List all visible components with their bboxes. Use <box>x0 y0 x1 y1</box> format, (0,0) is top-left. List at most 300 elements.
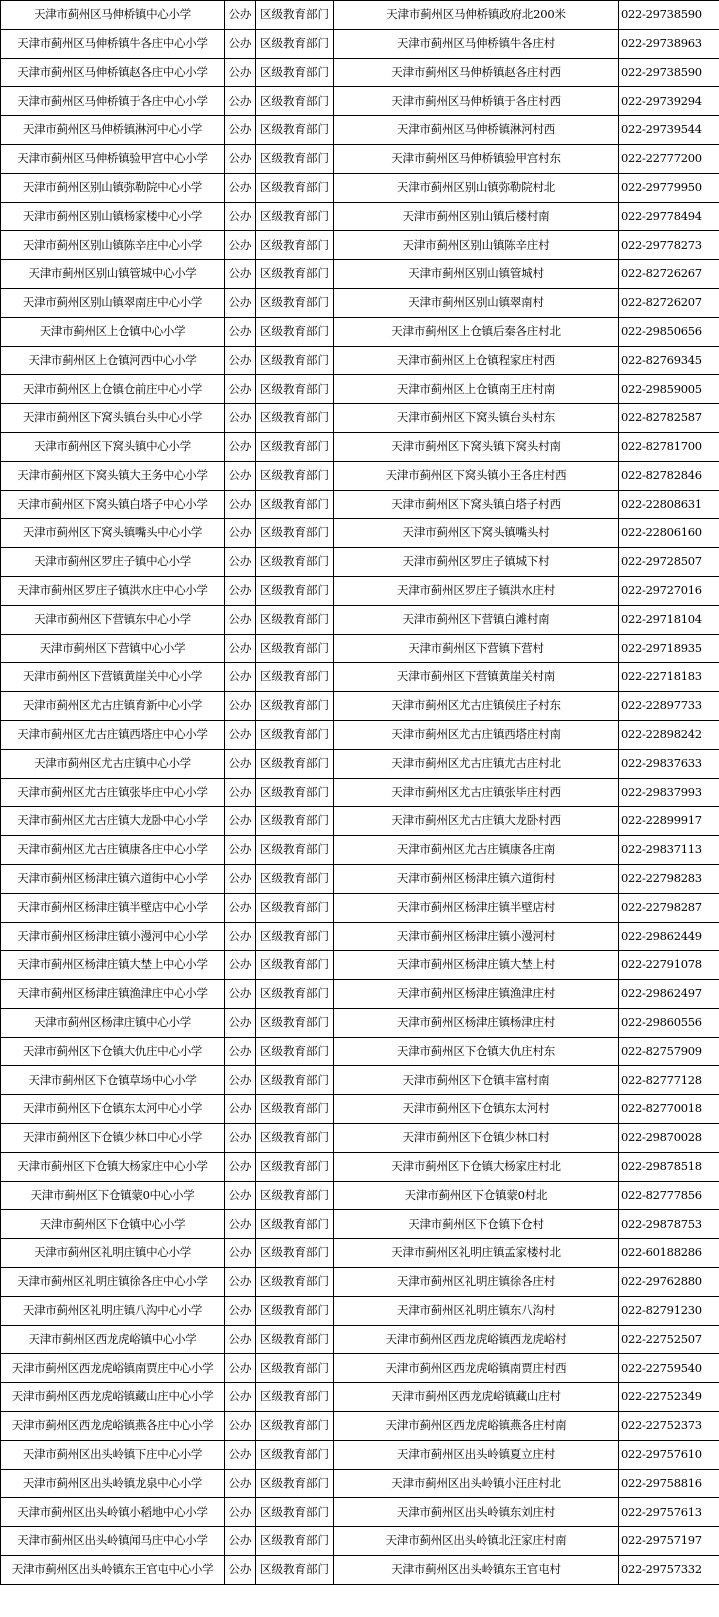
school-type-cell: 公办 <box>225 375 256 404</box>
phone-cell: 022-29718935 <box>619 634 719 663</box>
school-type-cell: 公办 <box>225 749 256 778</box>
department-cell: 区级教育部门 <box>256 634 334 663</box>
table-row <box>1 461 719 490</box>
phone-cell: 022-29727016 <box>619 576 719 605</box>
school-name-cell: 天津市蓟州区别山镇弥勒院中心小学 <box>1 173 225 202</box>
address-cell: 天津市蓟州区下仓镇下仓村 <box>334 1210 619 1239</box>
school-name-cell: 天津市蓟州区礼明庄镇八沟中心小学 <box>1 1296 225 1325</box>
address-cell: 天津市蓟州区出头岭镇北汪家庄村南 <box>334 1527 619 1556</box>
table-row <box>1 1469 719 1498</box>
address-cell: 天津市蓟州区马伸桥镇淋河村西 <box>334 116 619 145</box>
phone-cell: 022-29878753 <box>619 1210 719 1239</box>
table-row <box>1 1037 719 1066</box>
school-type-cell: 公办 <box>225 87 256 116</box>
address-cell: 天津市蓟州区尤古庄镇张毕庄村西 <box>334 778 619 807</box>
school-name-cell: 天津市蓟州区下仓镇草场中心小学 <box>1 1066 225 1095</box>
school-type-cell: 公办 <box>225 836 256 865</box>
table-row <box>1 1412 719 1441</box>
table-row <box>1 1527 719 1556</box>
address-cell: 天津市蓟州区下窝头镇嘴头村 <box>334 519 619 548</box>
school-type-cell: 公办 <box>225 1383 256 1412</box>
school-name-cell: 天津市蓟州区马伸桥镇牛各庄中心小学 <box>1 29 225 58</box>
table-row <box>1 836 719 865</box>
department-cell: 区级教育部门 <box>256 490 334 519</box>
phone-cell: 022-29850656 <box>619 317 719 346</box>
phone-cell: 022-29762880 <box>619 1268 719 1297</box>
address-cell: 天津市蓟州区上仓镇程家庄村西 <box>334 346 619 375</box>
school-name-cell: 天津市蓟州区下仓镇大仇庄中心小学 <box>1 1037 225 1066</box>
phone-cell: 022-22752349 <box>619 1383 719 1412</box>
address-cell: 天津市蓟州区西龙虎峪镇燕各庄村南 <box>334 1412 619 1441</box>
address-cell: 天津市蓟州区上仓镇后秦各庄村北 <box>334 317 619 346</box>
phone-cell: 022-82726207 <box>619 288 719 317</box>
address-cell: 天津市蓟州区下仓镇东太河村 <box>334 1095 619 1124</box>
school-name-cell: 天津市蓟州区礼明庄镇徐各庄中心小学 <box>1 1268 225 1297</box>
address-cell: 天津市蓟州区尤古庄镇侯庄子村东 <box>334 692 619 721</box>
school-name-cell: 天津市蓟州区马伸桥镇验甲宫中心小学 <box>1 144 225 173</box>
address-cell: 天津市蓟州区出头岭镇东刘庄村 <box>334 1498 619 1527</box>
school-type-cell: 公办 <box>225 1008 256 1037</box>
phone-cell: 022-29757197 <box>619 1527 719 1556</box>
department-cell: 区级教育部门 <box>256 893 334 922</box>
department-cell: 区级教育部门 <box>256 980 334 1009</box>
address-cell: 天津市蓟州区下窝头镇下窝头村南 <box>334 432 619 461</box>
address-cell: 天津市蓟州区下仓镇蒙0村北 <box>334 1181 619 1210</box>
school-name-cell: 天津市蓟州区下仓镇中心小学 <box>1 1210 225 1239</box>
school-type-cell: 公办 <box>225 1527 256 1556</box>
school-type-cell: 公办 <box>225 231 256 260</box>
phone-cell: 022-29738590 <box>619 58 719 87</box>
school-type-cell: 公办 <box>225 1412 256 1441</box>
department-cell: 区级教育部门 <box>256 692 334 721</box>
address-cell: 天津市蓟州区别山镇管城村 <box>334 260 619 289</box>
school-name-cell: 天津市蓟州区杨津庄镇渔津庄中心小学 <box>1 980 225 1009</box>
school-type-cell: 公办 <box>225 432 256 461</box>
department-cell: 区级教育部门 <box>256 404 334 433</box>
phone-cell: 022-82770018 <box>619 1095 719 1124</box>
school-name-cell: 天津市蓟州区下窝头镇中心小学 <box>1 432 225 461</box>
address-cell: 天津市蓟州区杨津庄镇大埜上村 <box>334 951 619 980</box>
phone-cell: 022-22798283 <box>619 864 719 893</box>
table-row <box>1 951 719 980</box>
school-type-cell: 公办 <box>225 893 256 922</box>
table-row <box>1 1296 719 1325</box>
school-type-cell: 公办 <box>225 288 256 317</box>
department-cell: 区级教育部门 <box>256 519 334 548</box>
table-row <box>1 1440 719 1469</box>
table-row <box>1 720 719 749</box>
phone-cell: 022-29860556 <box>619 1008 719 1037</box>
school-type-cell: 公办 <box>225 807 256 836</box>
table-row <box>1 1383 719 1412</box>
school-type-cell: 公办 <box>225 1268 256 1297</box>
school-name-cell: 天津市蓟州区出头岭镇龙泉中心小学 <box>1 1469 225 1498</box>
phone-cell: 022-29862497 <box>619 980 719 1009</box>
school-type-cell: 公办 <box>225 1440 256 1469</box>
school-type-cell: 公办 <box>225 173 256 202</box>
school-name-cell: 天津市蓟州区罗庄子镇中心小学 <box>1 548 225 577</box>
school-name-cell: 天津市蓟州区杨津庄镇小漫河中心小学 <box>1 922 225 951</box>
department-cell: 区级教育部门 <box>256 1152 334 1181</box>
school-type-cell: 公办 <box>225 1498 256 1527</box>
phone-cell: 022-29757613 <box>619 1498 719 1527</box>
school-type-cell: 公办 <box>225 980 256 1009</box>
department-cell: 区级教育部门 <box>256 346 334 375</box>
phone-cell: 022-82777128 <box>619 1066 719 1095</box>
table-row <box>1 864 719 893</box>
school-type-cell: 公办 <box>225 29 256 58</box>
phone-cell: 022-22806160 <box>619 519 719 548</box>
table-row <box>1 1239 719 1268</box>
phone-cell: 022-29718104 <box>619 605 719 634</box>
table-row <box>1 231 719 260</box>
school-name-cell: 天津市蓟州区马伸桥镇中心小学 <box>1 1 225 30</box>
phone-cell: 022-22897733 <box>619 692 719 721</box>
department-cell: 区级教育部门 <box>256 1469 334 1498</box>
school-type-cell: 公办 <box>225 490 256 519</box>
department-cell: 区级教育部门 <box>256 231 334 260</box>
department-cell: 区级教育部门 <box>256 1124 334 1153</box>
department-cell: 区级教育部门 <box>256 663 334 692</box>
address-cell: 天津市蓟州区下仓镇大仇庄村东 <box>334 1037 619 1066</box>
table-row <box>1 1268 719 1297</box>
address-cell: 天津市蓟州区下仓镇丰富村南 <box>334 1066 619 1095</box>
table-row <box>1 116 719 145</box>
phone-cell: 022-22759540 <box>619 1354 719 1383</box>
table-row <box>1 778 719 807</box>
address-cell: 天津市蓟州区出头岭镇小汪庄村北 <box>334 1469 619 1498</box>
address-cell: 天津市蓟州区西龙虎峪镇藏山庄村 <box>334 1383 619 1412</box>
phone-cell: 022-29837113 <box>619 836 719 865</box>
phone-cell: 022-22899917 <box>619 807 719 836</box>
department-cell: 区级教育部门 <box>256 1354 334 1383</box>
school-name-cell: 天津市蓟州区尤古庄镇大龙卧中心小学 <box>1 807 225 836</box>
school-name-cell: 天津市蓟州区下窝头镇白塔子中心小学 <box>1 490 225 519</box>
department-cell: 区级教育部门 <box>256 116 334 145</box>
school-type-cell: 公办 <box>225 144 256 173</box>
department-cell: 区级教育部门 <box>256 461 334 490</box>
department-cell: 区级教育部门 <box>256 1 334 30</box>
table-row <box>1 663 719 692</box>
department-cell: 区级教育部门 <box>256 836 334 865</box>
table-row <box>1 807 719 836</box>
phone-cell: 022-29778494 <box>619 202 719 231</box>
school-type-cell: 公办 <box>225 605 256 634</box>
school-name-cell: 天津市蓟州区下营镇东中心小学 <box>1 605 225 634</box>
department-cell: 区级教育部门 <box>256 375 334 404</box>
school-name-cell: 天津市蓟州区出头岭镇小稻地中心小学 <box>1 1498 225 1527</box>
school-type-cell: 公办 <box>225 346 256 375</box>
school-type-cell: 公办 <box>225 1095 256 1124</box>
table-row <box>1 519 719 548</box>
school-name-cell: 天津市蓟州区马伸桥镇淋河中心小学 <box>1 116 225 145</box>
school-type-cell: 公办 <box>225 1556 256 1585</box>
table-row <box>1 58 719 87</box>
table-row <box>1 692 719 721</box>
table-row <box>1 173 719 202</box>
phone-cell: 022-29778273 <box>619 231 719 260</box>
department-cell: 区级教育部门 <box>256 144 334 173</box>
school-type-cell: 公办 <box>225 1354 256 1383</box>
table-row <box>1 144 719 173</box>
department-cell: 区级教育部门 <box>256 749 334 778</box>
school-type-cell: 公办 <box>225 1181 256 1210</box>
table-row <box>1 1556 719 1585</box>
phone-cell: 022-82781700 <box>619 432 719 461</box>
school-name-cell: 天津市蓟州区出头岭镇东王官屯中心小学 <box>1 1556 225 1585</box>
phone-cell: 022-29738590 <box>619 1 719 30</box>
phone-cell: 022-29870028 <box>619 1124 719 1153</box>
phone-cell: 022-82769345 <box>619 346 719 375</box>
table-row <box>1 1354 719 1383</box>
address-cell: 天津市蓟州区别山镇翠南村 <box>334 288 619 317</box>
phone-cell: 022-22898242 <box>619 720 719 749</box>
school-name-cell: 天津市蓟州区马伸桥镇赵各庄中心小学 <box>1 58 225 87</box>
phone-cell: 022-82782587 <box>619 404 719 433</box>
address-cell: 天津市蓟州区下仓镇大杨家庄村北 <box>334 1152 619 1181</box>
phone-cell: 022-82757909 <box>619 1037 719 1066</box>
phone-cell: 022-22798287 <box>619 893 719 922</box>
school-type-cell: 公办 <box>225 951 256 980</box>
table-row <box>1 1124 719 1153</box>
address-cell: 天津市蓟州区杨津庄镇小漫河村 <box>334 922 619 951</box>
phone-cell: 022-29757332 <box>619 1556 719 1585</box>
school-type-cell: 公办 <box>225 404 256 433</box>
department-cell: 区级教育部门 <box>256 1296 334 1325</box>
school-name-cell: 天津市蓟州区礼明庄镇中心小学 <box>1 1239 225 1268</box>
table-row <box>1 1008 719 1037</box>
phone-cell: 022-29757610 <box>619 1440 719 1469</box>
department-cell: 区级教育部门 <box>256 432 334 461</box>
school-name-cell: 天津市蓟州区别山镇翠南庄中心小学 <box>1 288 225 317</box>
phone-cell: 022-29739294 <box>619 87 719 116</box>
department-cell: 区级教育部门 <box>256 576 334 605</box>
address-cell: 天津市蓟州区下营镇白滩村南 <box>334 605 619 634</box>
phone-cell: 022-29728507 <box>619 548 719 577</box>
school-name-cell: 天津市蓟州区尤古庄镇康各庄中心小学 <box>1 836 225 865</box>
school-name-cell: 天津市蓟州区别山镇杨家楼中心小学 <box>1 202 225 231</box>
school-name-cell: 天津市蓟州区出头岭镇下庄中心小学 <box>1 1440 225 1469</box>
address-cell: 天津市蓟州区马伸桥镇政府北200米 <box>334 1 619 30</box>
address-cell: 天津市蓟州区别山镇陈辛庄村 <box>334 231 619 260</box>
school-name-cell: 天津市蓟州区西龙虎峪镇南贾庄中心小学 <box>1 1354 225 1383</box>
table-row <box>1 87 719 116</box>
table-row <box>1 1210 719 1239</box>
phone-cell: 022-29758816 <box>619 1469 719 1498</box>
address-cell: 天津市蓟州区出头岭镇东王官屯村 <box>334 1556 619 1585</box>
table-row <box>1 404 719 433</box>
phone-cell: 022-82782846 <box>619 461 719 490</box>
phone-cell: 022-22777200 <box>619 144 719 173</box>
department-cell: 区级教育部门 <box>256 1440 334 1469</box>
table-row <box>1 1152 719 1181</box>
department-cell: 区级教育部门 <box>256 1556 334 1585</box>
school-name-cell: 天津市蓟州区下仓镇少林口中心小学 <box>1 1124 225 1153</box>
school-name-cell: 天津市蓟州区下窝头镇大王务中心小学 <box>1 461 225 490</box>
table-row <box>1 260 719 289</box>
school-type-cell: 公办 <box>225 720 256 749</box>
phone-cell: 022-29837633 <box>619 749 719 778</box>
department-cell: 区级教育部门 <box>256 720 334 749</box>
school-name-cell: 天津市蓟州区西龙虎峪镇燕各庄中心小学 <box>1 1412 225 1441</box>
address-cell: 天津市蓟州区出头岭镇夏立庄村 <box>334 1440 619 1469</box>
school-name-cell: 天津市蓟州区马伸桥镇于各庄中心小学 <box>1 87 225 116</box>
phone-cell: 022-29779950 <box>619 173 719 202</box>
school-type-cell: 公办 <box>225 58 256 87</box>
school-type-cell: 公办 <box>225 1 256 30</box>
table-row <box>1 288 719 317</box>
department-cell: 区级教育部门 <box>256 807 334 836</box>
table-row <box>1 1181 719 1210</box>
school-name-cell: 天津市蓟州区杨津庄镇六道街中心小学 <box>1 864 225 893</box>
school-type-cell: 公办 <box>225 922 256 951</box>
address-cell: 天津市蓟州区礼明庄镇徐各庄村 <box>334 1268 619 1297</box>
table-row <box>1 634 719 663</box>
table-row <box>1 922 719 951</box>
school-name-cell: 天津市蓟州区杨津庄镇半壁店中心小学 <box>1 893 225 922</box>
table-row <box>1 29 719 58</box>
school-type-cell: 公办 <box>225 1239 256 1268</box>
department-cell: 区级教育部门 <box>256 922 334 951</box>
phone-cell: 022-22752373 <box>619 1412 719 1441</box>
department-cell: 区级教育部门 <box>256 1210 334 1239</box>
phone-cell: 022-29859005 <box>619 375 719 404</box>
address-cell: 天津市蓟州区马伸桥镇于各庄村西 <box>334 87 619 116</box>
department-cell: 区级教育部门 <box>256 288 334 317</box>
school-type-cell: 公办 <box>225 634 256 663</box>
department-cell: 区级教育部门 <box>256 1527 334 1556</box>
school-name-cell: 天津市蓟州区西龙虎峪镇藏山庄中心小学 <box>1 1383 225 1412</box>
school-name-cell: 天津市蓟州区杨津庄镇大埜上中心小学 <box>1 951 225 980</box>
address-cell: 天津市蓟州区罗庄子镇洪水庄村 <box>334 576 619 605</box>
department-cell: 区级教育部门 <box>256 317 334 346</box>
department-cell: 区级教育部门 <box>256 1268 334 1297</box>
school-name-cell: 天津市蓟州区上仓镇河西中心小学 <box>1 346 225 375</box>
table-row <box>1 490 719 519</box>
school-type-cell: 公办 <box>225 864 256 893</box>
department-cell: 区级教育部门 <box>256 1325 334 1354</box>
table-row <box>1 317 719 346</box>
table-row <box>1 1325 719 1354</box>
school-table-body <box>1 1 719 1585</box>
school-type-cell: 公办 <box>225 1325 256 1354</box>
address-cell: 天津市蓟州区下窝头镇白塔子村西 <box>334 490 619 519</box>
school-type-cell: 公办 <box>225 202 256 231</box>
school-name-cell: 天津市蓟州区杨津庄镇中心小学 <box>1 1008 225 1037</box>
address-cell: 天津市蓟州区下窝头镇小王各庄村西 <box>334 461 619 490</box>
school-type-cell: 公办 <box>225 260 256 289</box>
table-row <box>1 605 719 634</box>
phone-cell: 022-22808631 <box>619 490 719 519</box>
address-cell: 天津市蓟州区西龙虎峪镇西龙虎峪村 <box>334 1325 619 1354</box>
table-row <box>1 1066 719 1095</box>
phone-cell: 022-82777856 <box>619 1181 719 1210</box>
table-row <box>1 1498 719 1527</box>
school-type-cell: 公办 <box>225 548 256 577</box>
school-type-cell: 公办 <box>225 1066 256 1095</box>
department-cell: 区级教育部门 <box>256 87 334 116</box>
address-cell: 天津市蓟州区杨津庄镇渔津庄村 <box>334 980 619 1009</box>
phone-cell: 022-22718183 <box>619 663 719 692</box>
school-type-cell: 公办 <box>225 1152 256 1181</box>
department-cell: 区级教育部门 <box>256 864 334 893</box>
table-row <box>1 202 719 231</box>
department-cell: 区级教育部门 <box>256 1008 334 1037</box>
address-cell: 天津市蓟州区马伸桥镇验甲宫村东 <box>334 144 619 173</box>
school-name-cell: 天津市蓟州区下营镇黄崖关中心小学 <box>1 663 225 692</box>
school-name-cell: 天津市蓟州区下仓镇大杨家庄中心小学 <box>1 1152 225 1181</box>
school-type-cell: 公办 <box>225 1124 256 1153</box>
department-cell: 区级教育部门 <box>256 260 334 289</box>
school-name-cell: 天津市蓟州区出头岭镇闻马庄中心小学 <box>1 1527 225 1556</box>
address-cell: 天津市蓟州区杨津庄镇杨津庄村 <box>334 1008 619 1037</box>
table-row <box>1 893 719 922</box>
school-name-cell: 天津市蓟州区下窝头镇台头中心小学 <box>1 404 225 433</box>
department-cell: 区级教育部门 <box>256 1412 334 1441</box>
school-name-cell: 天津市蓟州区尤古庄镇育新中心小学 <box>1 692 225 721</box>
phone-cell: 022-22791078 <box>619 951 719 980</box>
school-name-cell: 天津市蓟州区尤古庄镇张毕庄中心小学 <box>1 778 225 807</box>
address-cell: 天津市蓟州区杨津庄镇六道街村 <box>334 864 619 893</box>
school-name-cell: 天津市蓟州区下仓镇东太河中心小学 <box>1 1095 225 1124</box>
address-cell: 天津市蓟州区西龙虎峪镇南贾庄村西 <box>334 1354 619 1383</box>
school-name-cell: 天津市蓟州区下营镇中心小学 <box>1 634 225 663</box>
department-cell: 区级教育部门 <box>256 1066 334 1095</box>
school-type-cell: 公办 <box>225 1037 256 1066</box>
school-type-cell: 公办 <box>225 519 256 548</box>
table-row <box>1 548 719 577</box>
address-cell: 天津市蓟州区尤古庄镇尤古庄村北 <box>334 749 619 778</box>
address-cell: 天津市蓟州区尤古庄镇康各庄南 <box>334 836 619 865</box>
address-cell: 天津市蓟州区别山镇弥勒院村北 <box>334 173 619 202</box>
department-cell: 区级教育部门 <box>256 778 334 807</box>
phone-cell: 022-29878518 <box>619 1152 719 1181</box>
department-cell: 区级教育部门 <box>256 1181 334 1210</box>
school-name-cell: 天津市蓟州区下窝头镇嘴头中心小学 <box>1 519 225 548</box>
school-type-cell: 公办 <box>225 461 256 490</box>
school-type-cell: 公办 <box>225 576 256 605</box>
phone-cell: 022-29862449 <box>619 922 719 951</box>
school-type-cell: 公办 <box>225 692 256 721</box>
address-cell: 天津市蓟州区上仓镇南王庄村南 <box>334 375 619 404</box>
department-cell: 区级教育部门 <box>256 173 334 202</box>
school-name-cell: 天津市蓟州区上仓镇中心小学 <box>1 317 225 346</box>
department-cell: 区级教育部门 <box>256 951 334 980</box>
school-name-cell: 天津市蓟州区尤古庄镇西塔庄中心小学 <box>1 720 225 749</box>
table-row <box>1 980 719 1009</box>
school-name-cell: 天津市蓟州区别山镇陈辛庄中心小学 <box>1 231 225 260</box>
department-cell: 区级教育部门 <box>256 1498 334 1527</box>
school-type-cell: 公办 <box>225 1469 256 1498</box>
phone-cell: 022-60188286 <box>619 1239 719 1268</box>
address-cell: 天津市蓟州区下营镇黄崖关村南 <box>334 663 619 692</box>
department-cell: 区级教育部门 <box>256 1095 334 1124</box>
phone-cell: 022-29837993 <box>619 778 719 807</box>
address-cell: 天津市蓟州区尤古庄镇西塔庄村南 <box>334 720 619 749</box>
table-row <box>1 1 719 30</box>
department-cell: 区级教育部门 <box>256 605 334 634</box>
table-row <box>1 576 719 605</box>
school-name-cell: 天津市蓟州区尤古庄镇中心小学 <box>1 749 225 778</box>
department-cell: 区级教育部门 <box>256 29 334 58</box>
school-type-cell: 公办 <box>225 778 256 807</box>
table-row <box>1 432 719 461</box>
address-cell: 天津市蓟州区礼明庄镇东八沟村 <box>334 1296 619 1325</box>
address-cell: 天津市蓟州区礼明庄镇孟家楼村北 <box>334 1239 619 1268</box>
department-cell: 区级教育部门 <box>256 1037 334 1066</box>
address-cell: 天津市蓟州区下窝头镇台头村东 <box>334 404 619 433</box>
address-cell: 天津市蓟州区尤古庄镇大龙卧村西 <box>334 807 619 836</box>
